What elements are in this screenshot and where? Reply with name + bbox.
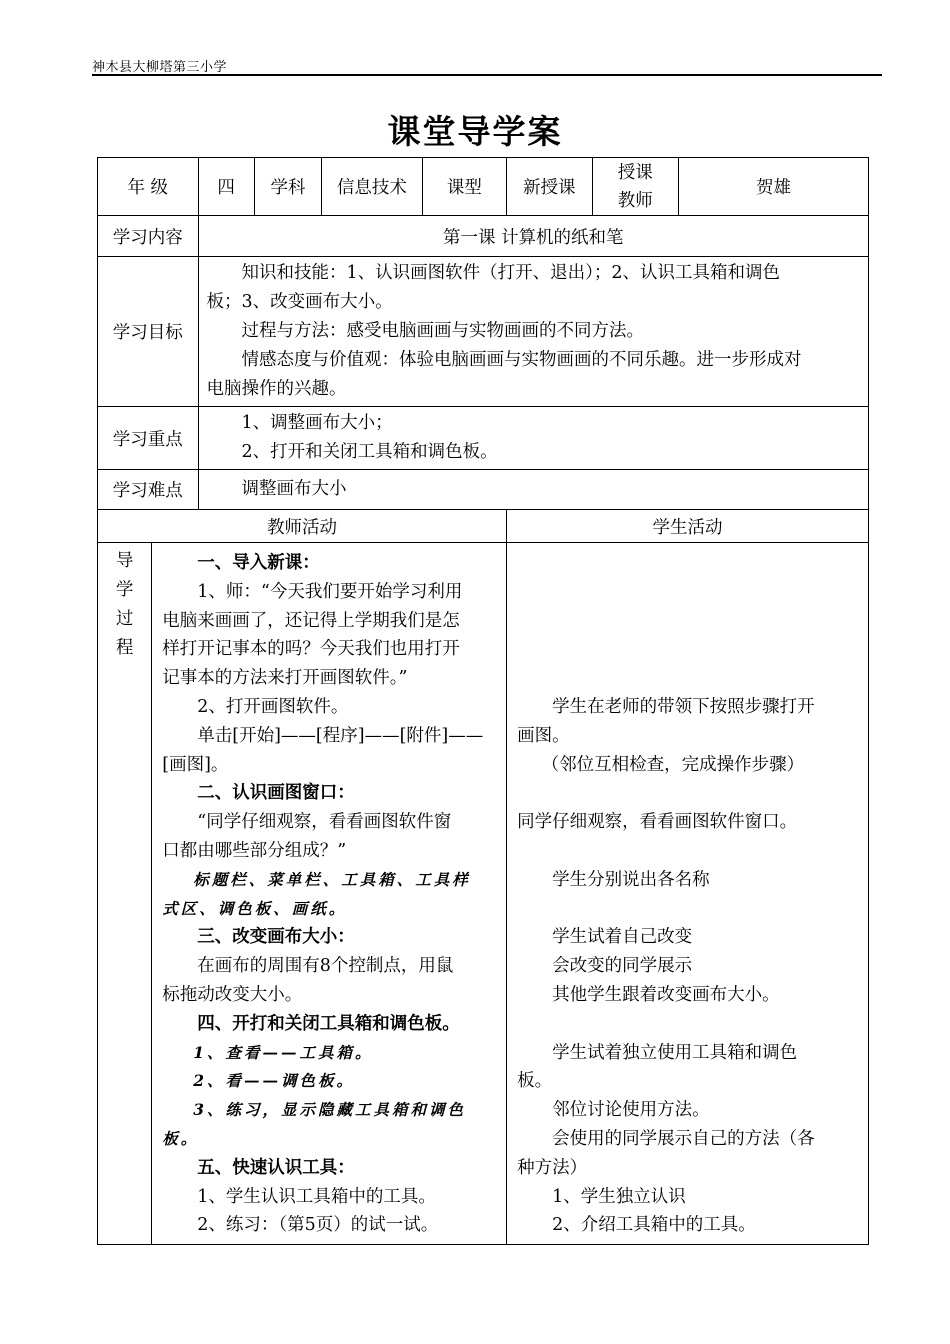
goals-row	[98, 257, 869, 407]
student-line	[517, 578, 858, 607]
teacher-line: 记事本的方法来打开画图软件。”	[162, 668, 408, 689]
content-row	[98, 216, 869, 257]
goal-line: 情感态度与价值观：体验电脑画画与实物画画的不同乐趣。进一步形成对	[241, 350, 802, 370]
student-line: 会改变的同学展示	[552, 956, 693, 977]
student-line: 学生试着自己改变	[552, 927, 693, 948]
process-label-char: 过	[115, 609, 134, 629]
teacher-line: 样打开记事本的吗？今天我们也用打开	[162, 639, 460, 660]
student-line: 画图。	[517, 725, 570, 746]
teacher-line-emphasis: 1、查看——工具箱。	[193, 1042, 374, 1062]
key-points-row	[98, 407, 869, 470]
goal-line: 过程与方法：感受电脑画画与实物画画的不同方法。	[241, 321, 645, 341]
student-line: 板。	[517, 1071, 553, 1092]
activity-header-row	[98, 510, 869, 543]
teacher-value: 贺雄	[678, 158, 868, 216]
key-point-line: 1、调整画布大小；	[241, 413, 393, 433]
teacher-line-emphasis: 标题栏、菜单栏、工具箱、工具样	[193, 869, 471, 889]
process-row	[98, 543, 869, 1245]
teacher-activity-header: 教师活动	[98, 510, 507, 543]
student-line: 学生试着独立使用工具箱和调色	[552, 1042, 798, 1063]
student-line: 学生分别说出各名称	[552, 869, 710, 890]
teacher-label	[592, 158, 678, 216]
teacher-line: 2、练习：（第5页）的试一试。	[197, 1215, 439, 1236]
student-line	[517, 779, 858, 808]
key-points-text	[198, 407, 868, 470]
student-line: 同学仔细观察，看看画图软件窗口。	[517, 812, 798, 833]
student-line	[517, 837, 858, 866]
teacher-line: 电脑来画画了，还记得上学期我们是怎	[162, 610, 460, 631]
key-point-line: 2、打开和关闭工具箱和调色板。	[241, 442, 498, 462]
teacher-line: 1、师：“今天我们要开始学习利用	[197, 581, 463, 602]
teacher-line-emphasis: 式区、调色板、画纸。	[162, 898, 348, 918]
difficulty-row	[98, 470, 869, 510]
subject-label: 学科	[254, 158, 321, 216]
key-points-label: 学习重点	[98, 407, 199, 470]
student-line	[517, 1010, 858, 1039]
teacher-activity-cell	[152, 543, 507, 1245]
grade-value: 四	[198, 158, 254, 216]
process-label	[98, 543, 152, 1245]
teacher-line: 在画布的周围有8个控制点，用鼠	[197, 956, 454, 977]
teacher-line-emphasis: 2、看——调色板。	[193, 1071, 356, 1091]
teacher-line: “同学仔细观察，看看画图软件窗	[197, 812, 452, 833]
process-label-char: 程	[115, 638, 134, 658]
teacher-line: [画图]。	[162, 754, 229, 775]
header-divider	[92, 74, 882, 76]
student-line: （邻位互相检查，完成操作步骤）	[541, 754, 805, 775]
type-value: 新授课	[507, 158, 592, 216]
section-heading: 四、开打和关闭工具箱和调色板。	[197, 1013, 460, 1034]
student-line	[517, 664, 858, 693]
teacher-line: 标拖动改变大小。	[162, 984, 303, 1005]
difficulty-value: 调整画布大小	[241, 479, 347, 499]
teacher-line: 2、打开画图软件。	[197, 696, 349, 717]
grade-label: 年 级	[98, 158, 199, 216]
teacher-line-emphasis: 3、练习，显示隐藏工具箱和调色	[193, 1100, 467, 1120]
student-line	[517, 635, 858, 664]
student-line: 1、学生独立认识	[552, 1186, 686, 1207]
goal-line: 板；3、改变画布大小。	[206, 292, 393, 312]
school-name: 神木县大柳塔第三小学	[92, 60, 228, 75]
teacher-line: 1、学生认识工具箱中的工具。	[197, 1186, 436, 1207]
section-heading: 三、改变画布大小：	[197, 927, 355, 948]
student-line	[517, 549, 858, 578]
process-label-char: 导	[115, 551, 134, 571]
student-line	[517, 895, 858, 924]
teacher-line: 口都由哪些部分组成？”	[162, 840, 347, 861]
student-line: 其他学生跟着改变画布大小。	[552, 984, 780, 1005]
teacher-label-line2: 教师	[617, 190, 653, 211]
page-title: 课堂导学案	[387, 112, 563, 151]
section-heading: 二、认识画图窗口：	[197, 783, 355, 804]
student-activity-header: 学生活动	[507, 510, 869, 543]
teacher-line: 单击[开始]——[程序]——[附件]——	[197, 725, 484, 746]
goal-line: 电脑操作的兴趣。	[206, 379, 347, 399]
subject-value: 信息技术	[322, 158, 423, 216]
student-activity-cell	[507, 543, 869, 1245]
process-label-char: 学	[115, 580, 134, 600]
section-heading: 五、快速认识工具：	[197, 1157, 355, 1178]
goal-line: 知识和技能：1、认识画图软件（打开、退出）；2、认识工具箱和调色	[241, 263, 781, 283]
student-line: 会使用的同学展示自己的方法（各	[552, 1128, 815, 1149]
student-line: 2、介绍工具箱中的工具。	[552, 1215, 756, 1236]
goals-text	[198, 257, 868, 407]
content-label: 学习内容	[98, 216, 199, 257]
teacher-label-line1: 授课	[617, 162, 653, 183]
difficulty-text	[198, 470, 868, 510]
student-line: 学生在老师的带领下按照步骤打开	[552, 696, 815, 717]
type-label: 课型	[422, 158, 506, 216]
goals-label: 学习目标	[98, 257, 199, 407]
student-line	[517, 607, 858, 636]
student-line: 种方法）	[517, 1157, 588, 1178]
student-line: 邻位讨论使用方法。	[552, 1100, 710, 1121]
content-value: 第一课 计算机的纸和笔	[198, 216, 868, 257]
teacher-line-emphasis: 板。	[162, 1128, 200, 1148]
section-heading: 一、导入新课：	[197, 553, 320, 573]
difficulty-label: 学习难点	[98, 470, 199, 510]
lesson-plan-table	[97, 157, 869, 1245]
info-row	[98, 158, 869, 216]
